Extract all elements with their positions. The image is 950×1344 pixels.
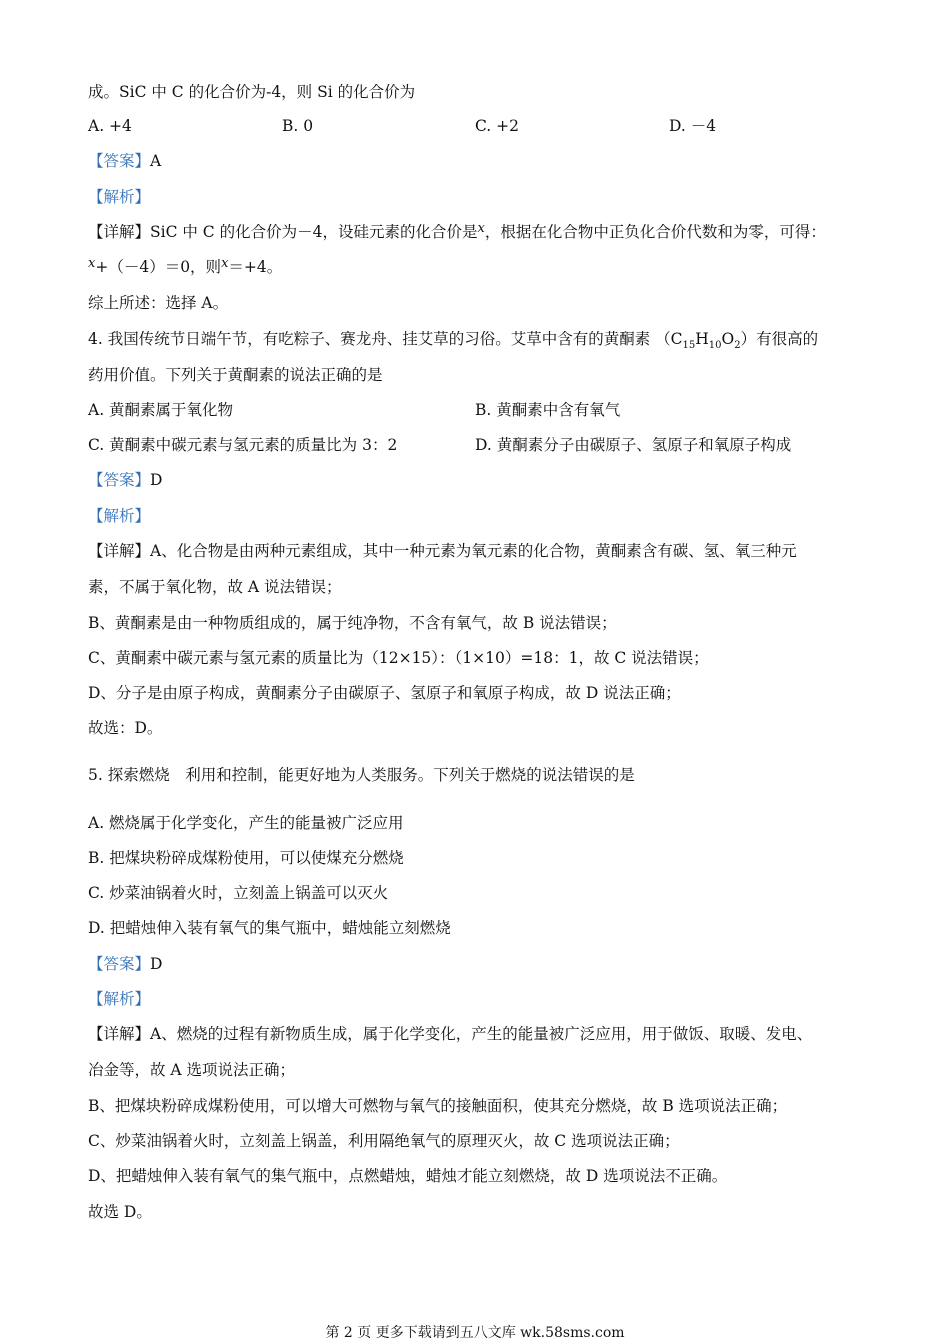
q3-analysis-tag: 【解析】 — [88, 188, 151, 206]
element-symbol: H — [695, 330, 709, 348]
q4-detail-line-2: 素，不属于氧化物，故 A 说法错误； — [88, 578, 342, 596]
q5-option-b: B. 把煤块粉碎成煤粉使用，可以使煤充分燃烧 — [88, 849, 404, 867]
subscript: 10 — [708, 340, 722, 352]
q5-detail-line-4: C、炒菜油锅着火时，立刻盖上锅盖，利用隔绝氧气的原理灭火，故 C 选项说法正确； — [88, 1132, 680, 1150]
q5-answer — [88, 954, 880, 974]
q4-detail-line-3: B、黄酮素是由一种物质组成的，属于纯净物，不含有氧气，故 B 说法错误； — [88, 614, 617, 632]
detail-tag: 【详解】 — [88, 223, 151, 241]
variable-x: x — [88, 256, 96, 271]
q4-option-b: B. 黄酮素中含有氧气 — [475, 401, 621, 419]
q3-detail-line-2 — [88, 257, 880, 279]
q5-analysis-tag: 【解析】 — [88, 990, 151, 1008]
q3-summary: 综上所述：选择 A。 — [88, 294, 229, 312]
q5-option-d: D. 把蜡烛伸入装有氧气的集气瓶中，蜡烛能立刻燃烧 — [88, 919, 451, 937]
answer-tag: 【答案】 — [88, 471, 151, 489]
detail-text: A、燃烧的过程有新物质生成，属于化学变化，产生的能量被广泛应用，用于做饭、取暖、发电、 — [150, 1025, 813, 1043]
detail-tag: 【详解】 — [88, 1025, 151, 1043]
detail-text: ＝+4。 — [228, 258, 283, 276]
q5-detail-line-3: B、把煤块粉碎成煤粉使用，可以增大可燃物与氧气的接触面积，使其充分燃烧，故 B 选项说法正确； — [88, 1097, 788, 1115]
detail-tag: 【详解】 — [88, 542, 151, 560]
detail-text: SiC 中 C 的化合价为－4，设硅元素的化合价是 — [150, 223, 478, 241]
q3-option-d: D. －4 — [669, 117, 717, 135]
q4-conclusion: 故选：D。 — [88, 719, 163, 737]
variable-x: x — [221, 256, 229, 271]
q4-detail-line-4: C、黄酮素中碳元素与氢元素的质量比为（12×15）：（1×10）=18：1，故 C 说法错误； — [88, 649, 709, 667]
answer-value: D — [150, 471, 163, 489]
answer-value: A — [150, 152, 162, 170]
answer-value: D — [150, 955, 163, 973]
q4-analysis-tag: 【解析】 — [88, 507, 151, 525]
element-symbol: O — [721, 330, 735, 348]
q5-option-a: A. 燃烧属于化学变化，产生的能量被广泛应用 — [88, 814, 404, 832]
q5-option-c: C. 炒菜油锅着火时，立刻盖上锅盖可以灭火 — [88, 884, 389, 902]
q4-detail-line-5: D、分子是由原子构成，黄酮素分子由碳原子、氢原子和氧原子构成，故 D 说法正确； — [88, 684, 681, 702]
subscript: 2 — [734, 340, 741, 352]
q3-answer — [88, 151, 880, 171]
page-footer: 第 2 页 更多下载请到五八文库 wk.58sms.com — [325, 1325, 625, 1341]
q5-detail-line-1 — [88, 1024, 880, 1044]
q3-stem-tail: 成。SiC 中 C 的化合价为-4，则 Si 的化合价为 — [88, 83, 416, 101]
detail-text: ，根据在化合物中正负化合价代数和为零，可得： — [484, 223, 826, 241]
q5-stem: 5. 探索燃烧 利用和控制，能更好地为人类服务。下列关于燃烧的说法错误的是 — [88, 766, 635, 784]
q3-option-a: A. +4 — [88, 117, 132, 135]
q4-option-c: C. 黄酮素中碳元素与氢元素的质量比为 3：2 — [88, 436, 398, 454]
detail-text: +（－4）＝0，则 — [95, 258, 222, 276]
q5-detail-line-2: 冶金等，故 A 选项说法正确； — [88, 1061, 296, 1079]
q5-detail-line-5: D、把蜡烛伸入装有氧气的集气瓶中，点燃蜡烛，蜡烛才能立刻燃烧，故 D 选项说法不正确。 — [88, 1167, 728, 1185]
q4-stem-line-2: 药用价值。下列关于黄酮素的说法正确的是 — [88, 366, 383, 384]
subscript: 15 — [682, 340, 696, 352]
stem-text: ）有很高的 — [740, 330, 819, 348]
q4-stem-line-1 — [88, 329, 880, 356]
answer-tag: 【答案】 — [88, 955, 151, 973]
answer-tag: 【答案】 — [88, 152, 151, 170]
q5-conclusion: 故选 D。 — [88, 1203, 152, 1221]
q3-option-c: C. +2 — [475, 117, 520, 135]
detail-text: A、化合物是由两种元素组成，其中一种元素为氧元素的化合物，黄酮素含有碳、氢、氧三种元 — [150, 542, 797, 560]
variable-x: x — [477, 221, 485, 236]
q3-detail-line-1 — [88, 222, 880, 244]
q3-option-b: B. 0 — [282, 117, 314, 135]
q4-detail-line-1 — [88, 541, 880, 561]
q4-option-d: D. 黄酮素分子由碳原子、氢原子和氧原子构成 — [475, 436, 792, 454]
stem-text: 4. 我国传统节日端午节，有吃粽子、赛龙舟、挂艾草的习俗。艾草中含有的黄酮素 （C — [88, 330, 683, 348]
q4-answer — [88, 470, 880, 490]
q4-option-a: A. 黄酮素属于氧化物 — [88, 401, 234, 419]
